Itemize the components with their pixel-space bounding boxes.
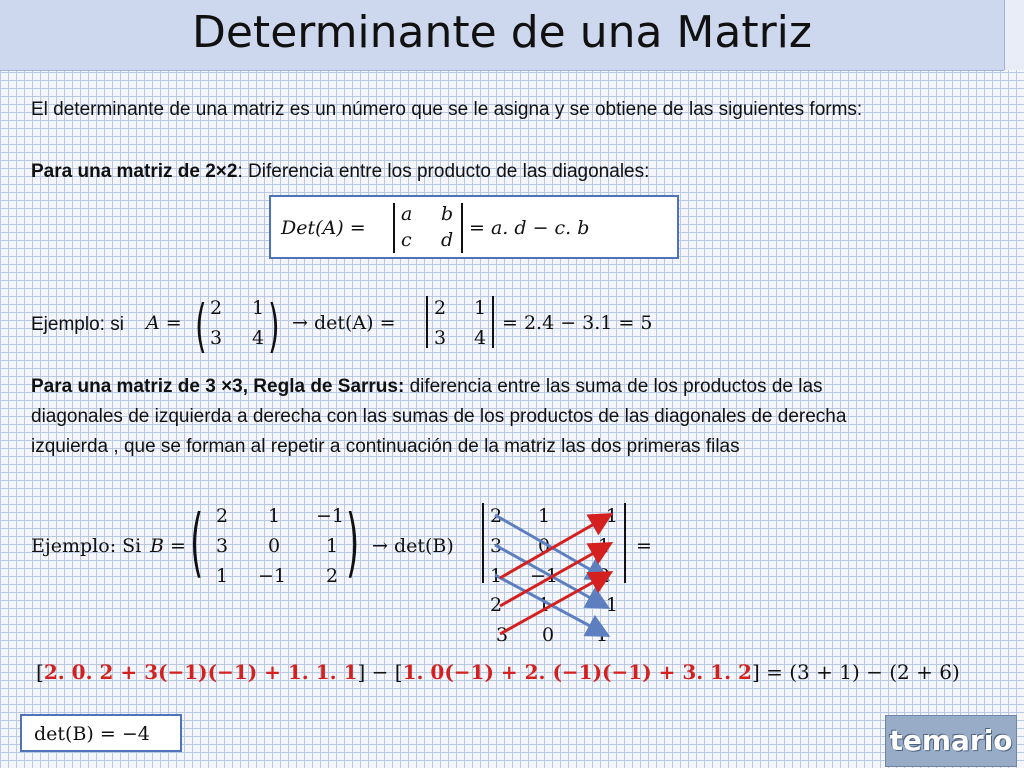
- slide-title: Determinante de una Matriz: [191, 7, 813, 58]
- example3-lhs: B =: [150, 535, 186, 557]
- sarrus-bar-left: [482, 503, 484, 583]
- b12: 1: [268, 505, 281, 527]
- b22: 0: [268, 535, 281, 557]
- s31: 1: [490, 565, 503, 587]
- s21: 3: [490, 535, 503, 557]
- example2-a12: 1: [252, 297, 265, 319]
- example2-d11: 2: [434, 297, 447, 319]
- formula-cell-c: c: [401, 229, 412, 251]
- example2-label: Ejemplo: si: [31, 314, 124, 335]
- b21: 3: [216, 535, 229, 557]
- b31: 1: [216, 565, 229, 587]
- b32: −1: [258, 565, 287, 587]
- example2-arrow: → det(A) =: [292, 312, 396, 334]
- example2-d22: 4: [474, 327, 487, 349]
- s41: 2: [490, 594, 503, 616]
- title-band-edge: [1004, 0, 1024, 70]
- example2-a21: 3: [210, 327, 223, 349]
- sarrus-bar-right: [624, 503, 626, 583]
- case3-rest: diferencia entre las suma de los productos de las: [404, 376, 823, 397]
- example2-d12: 1: [474, 297, 487, 319]
- example2-lhs: A =: [146, 312, 182, 334]
- example3-arrow: → det(B): [372, 535, 454, 557]
- result-text: det(B) = −4: [34, 723, 150, 745]
- formula-2x2-box: [269, 195, 679, 259]
- s22: 0: [538, 535, 551, 557]
- result-box: [20, 714, 182, 752]
- example3-equals: =: [636, 535, 652, 557]
- example2-a11: 2: [210, 297, 223, 319]
- s52: 0: [542, 624, 555, 646]
- example3-label: Ejemplo: Si: [31, 535, 142, 557]
- formula-cell-d: d: [441, 229, 454, 251]
- paren-left: (: [195, 294, 207, 361]
- formula-lhs: Det(A) =: [281, 217, 366, 239]
- case2-bold: Para una matriz de 2×2: [31, 161, 238, 182]
- s23: 1: [598, 535, 611, 557]
- s12: 1: [538, 505, 551, 527]
- formula-cell-b: b: [441, 203, 454, 225]
- intro-text: El determinante de una matriz es un número que se le asigna y se obtiene de las siguientes forms:: [31, 99, 863, 120]
- expansion-positive: 2. 0. 2 + 3(−1)(−1) + 1. 1. 1: [43, 660, 358, 684]
- case2-rest: : Diferencia entre los producto de las diagonales:: [237, 161, 650, 182]
- example2-bar-left: [426, 296, 428, 348]
- case3-line1: [31, 375, 823, 399]
- expansion-open: [: [36, 660, 44, 684]
- s33: 2: [598, 565, 611, 587]
- s51: 3: [496, 624, 509, 646]
- case3-bold: Para una matriz de 3 ×3, Regla de Sarrus:: [31, 376, 405, 397]
- b23: 1: [326, 535, 339, 557]
- expansion-mid: ] − [: [357, 660, 403, 684]
- expansion-line: [36, 660, 960, 684]
- s43: −1: [590, 594, 619, 616]
- det-bar-right: [461, 203, 463, 253]
- case3-line2: diagonales de izquierda a derecha con las sumas de los productos de las diagonales de derecha: [31, 406, 847, 427]
- example2-d21: 3: [434, 327, 447, 349]
- s53: 1: [596, 624, 609, 646]
- example2-rhs: = 2.4 − 3.1 = 5: [502, 312, 653, 334]
- title-band: [0, 0, 1004, 71]
- expansion-close: ] = (3 + 1) − (2 + 6): [751, 660, 960, 684]
- s32: −1: [530, 565, 559, 587]
- formula-cell-a: a: [401, 203, 413, 225]
- formula-rhs: = a. d − c. b: [469, 217, 590, 239]
- s13: −1: [590, 505, 619, 527]
- b13: −1: [316, 505, 345, 527]
- case2-heading: [31, 160, 649, 184]
- expansion-negative: 1. 0(−1) + 2. (−1)(−1) + 3. 1. 2: [402, 660, 752, 684]
- b-paren-right: ): [346, 500, 360, 588]
- temario-button[interactable]: temario: [885, 715, 1017, 767]
- s11: 2: [490, 505, 503, 527]
- example2-a22: 4: [252, 327, 265, 349]
- det-bar-left: [393, 203, 395, 253]
- paren-right: ): [268, 294, 280, 361]
- case3-line3: izquierda , que se forman al repetir a continuación de la matriz las dos primeras filas: [31, 436, 740, 457]
- b11: 2: [216, 505, 229, 527]
- s42: 1: [538, 594, 551, 616]
- b-paren-left: (: [190, 500, 204, 588]
- b33: 2: [326, 565, 339, 587]
- example2-bar-right: [492, 296, 494, 348]
